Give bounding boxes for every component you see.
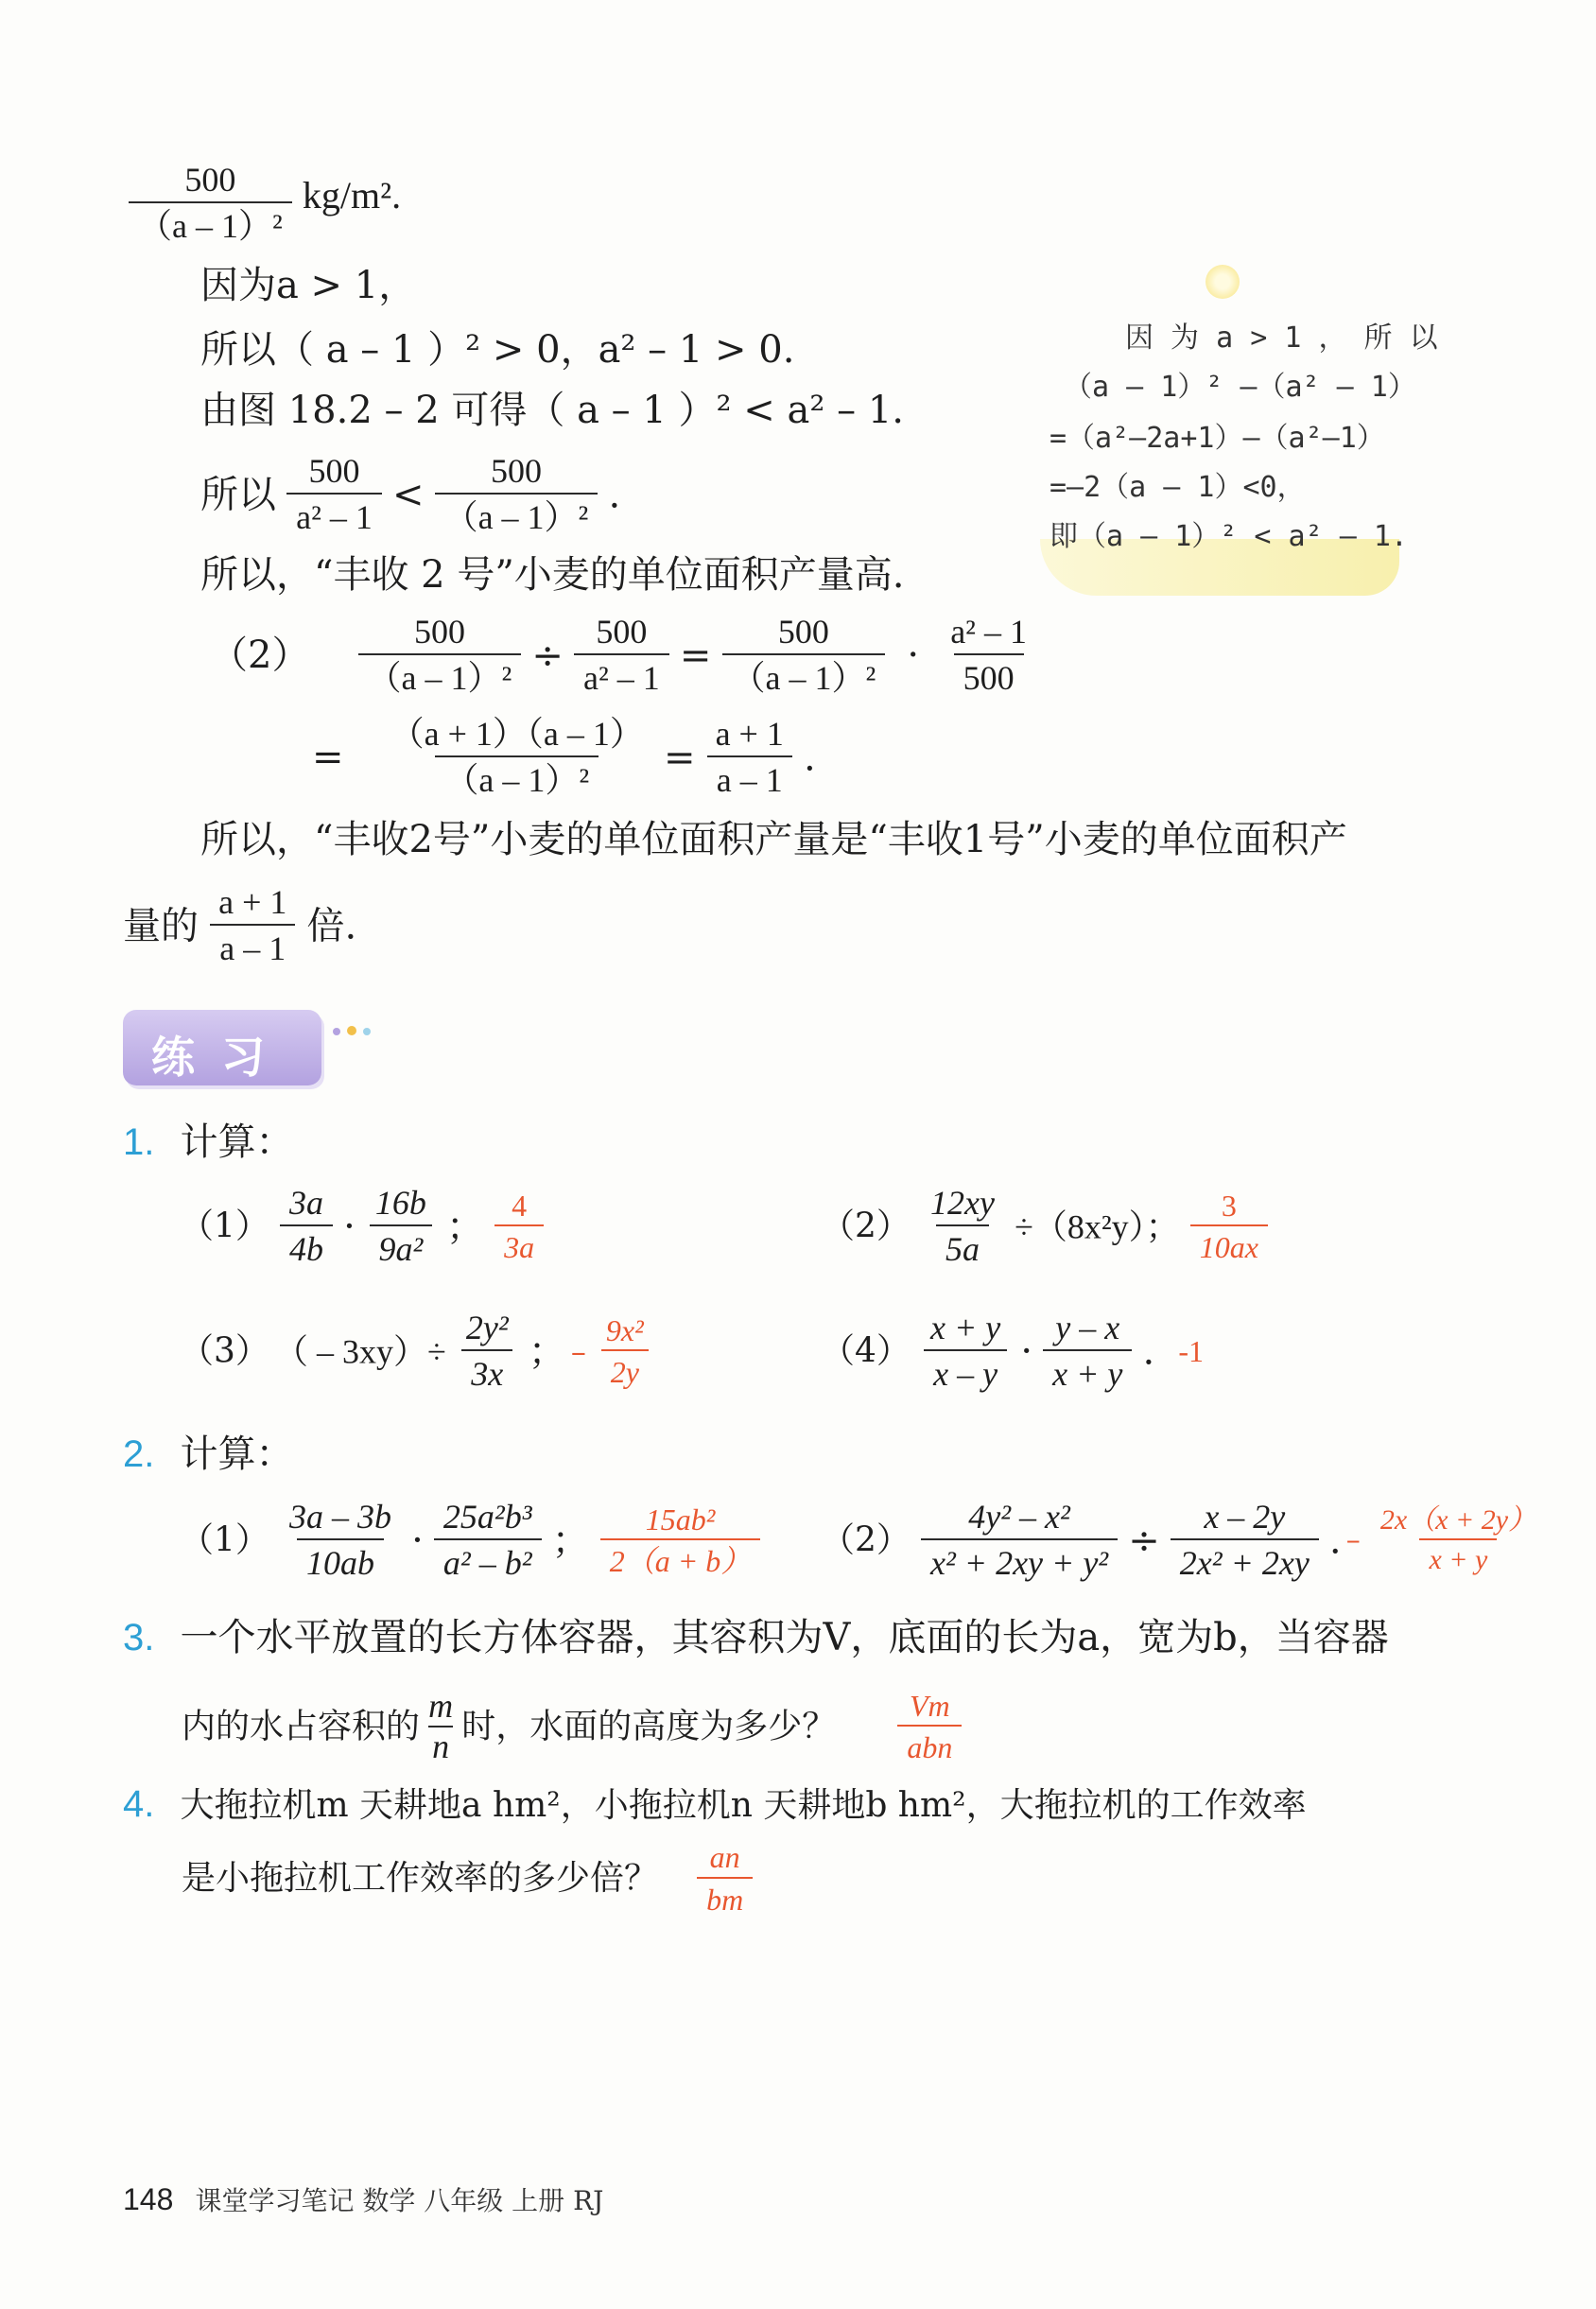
fraction: $\frac{16b}{\text{9a²}}$ <box>366 1184 436 1270</box>
fraction: $\frac{\text{4y² – x²}}{\text{x² + 2xy + y²}}$ <box>921 1498 1118 1584</box>
fraction: $\frac{x + y}{x - y}$ <box>921 1309 1010 1395</box>
note-line: =（a²–2a+1）–（a²–1） <box>1050 422 1385 455</box>
page-number: 148 <box>123 2182 174 2216</box>
note-line: =–2（a – 1）<0， <box>1050 471 1306 504</box>
fraction: $\frac{500}{\text{（a – 1）²}}$ <box>129 161 292 247</box>
answer-fraction: $\frac{\text{9x²}}{2y}$ <box>597 1313 653 1391</box>
answer-text: -1 <box>1178 1334 1204 1369</box>
answer-fraction: $\frac{3}{10ax}$ <box>1190 1189 1268 1266</box>
fraction: $\frac{a + 1}{a - 1}$ <box>706 715 793 801</box>
fraction: $\frac{x - 2y}{\text{2x² + 2xy}}$ <box>1171 1498 1319 1584</box>
note-line: 因 为 a > 1 ， 所 以 <box>1125 321 1438 355</box>
exercise-1-q3: （3） （ – 3xy）÷ $\frac{\text{2y²}}{3x}$ ； – $\frac{\text{9x²}}{2y}$ <box>180 1309 659 1395</box>
fraction: $\frac{500}{\text{（a – 1）²}}$ <box>435 452 598 538</box>
exercise-3-line2: 内的水占容积的 $\frac{m}{n}$ 时，水面的高度为多少？ $\frac{Vm}{\text{abn}}$ <box>182 1687 967 1767</box>
exercise-1-q1: （1） $\frac{3a}{4b}$ · $\frac{16b}{\text{9a²}}$ ； $\frac{4}{3a}$ <box>180 1184 549 1270</box>
answer-fraction: $\frac{\text{15ab²}}{2(a + b)}$ <box>600 1502 761 1580</box>
text-line: 因为a > 1， <box>200 264 417 307</box>
dot-icon <box>363 1028 371 1035</box>
fraction: $\frac{(a + 1)(a - 1)}{\text{（a – 1）²}}$ <box>390 715 644 800</box>
book-title: 课堂学习笔记 数学 八年级 上册 RJ <box>195 2185 604 2216</box>
part2-line1: （2） $\frac{500}{\text{（a – 1）²}}$ ÷ $\frac{500}{\text{a² – 1}}$ = $\frac{500}{\text{（a – 1）²}}$ · $\frac{\text{a² – 1}}{500}$ <box>210 613 1042 699</box>
answer-fraction: $\frac{2x(x + 2y)}{x + y}$ <box>1379 1503 1537 1576</box>
exercise-2-q1: （1） $\frac{3a - 3b}{10ab}$ · $\frac{\text{25a²b³}}{\text{a² – b²}}$ ； $\frac{\text{15ab²}}{2(a + b)}$ <box>180 1498 766 1584</box>
comparison-line: 所以 $\frac{500}{\text{a² – 1}}$ < $\frac{500}{\text{（a – 1）²}}$ . <box>200 452 621 537</box>
part2-line2: = $\frac{(a + 1)(a - 1)}{\text{（a – 1）²}}$ = $\frac{a + 1}{a - 1}$ . <box>312 715 816 800</box>
section-banner <box>123 1010 321 1085</box>
exercise-3: 3. 一个水平放置的长方体容器，其容积为V，底面的长为a，宽为b，当容器 <box>123 1616 1389 1659</box>
fraction: $\frac{3a}{4b}$ <box>280 1184 333 1270</box>
sun-icon <box>1206 265 1240 299</box>
fraction: $\frac{500}{\text{a² – 1}}$ <box>286 452 382 538</box>
dot-icon <box>333 1028 340 1035</box>
exercise-4: 4. 大拖拉机m 天耕地a hm²，小拖拉机n 天耕地b hm²，大拖拉机的工作效率 <box>123 1783 1307 1825</box>
answer-fraction: $\frac{an}{bm}$ <box>697 1840 753 1918</box>
fraction: $\frac{\text{a² – 1}}{500}$ <box>950 613 1027 698</box>
fraction: $\frac{\text{2y²}}{3x}$ <box>457 1309 518 1395</box>
fraction: $\frac{a + 1}{a - 1}$ <box>209 883 296 969</box>
fraction: $\frac{12xy}{5a}$ <box>930 1184 995 1269</box>
fraction: $\frac{500}{\text{（a – 1）²}}$ <box>358 613 522 699</box>
exercise-2-header: 2. 计算： <box>123 1432 294 1476</box>
exercise-1-q2: （2） $\frac{12xy}{5a}$ ÷（8x²y）； $\frac{3}{10ax}$ <box>821 1184 1274 1270</box>
top-result-line <box>123 161 401 247</box>
answer-fraction: $\frac{Vm}{\text{abn}}$ <box>897 1689 962 1766</box>
fraction: $\frac{\text{25a²b³}}{\text{a² – b²}}$ <box>434 1498 542 1584</box>
side-note <box>1021 265 1438 605</box>
fraction: $\frac{500}{\text{a² – 1}}$ <box>574 613 669 699</box>
fraction: $\frac{500}{\text{（a – 1）²}}$ <box>722 613 886 699</box>
exercise-4-line2: 是小拖拉机工作效率的多少倍？ $\frac{an}{bm}$ <box>182 1840 758 1918</box>
text-line: 所以（ a – 1 ）² > 0，a² – 1 > 0. <box>200 328 795 372</box>
decor-dots <box>333 1021 371 1039</box>
exercise-1-q4: （4） $\frac{x + y}{x - y}$ · $\frac{y - x}{x + y}$ . -1 <box>821 1309 1204 1394</box>
text-line: 由图 18.2 – 2 可得（ a – 1 ）² < a² – 1. <box>200 389 904 432</box>
note-line: 即（a – 1）² < a² – 1. <box>1050 520 1408 553</box>
conclusion-line2: 量的 $\frac{a + 1}{a - 1}$ 倍. <box>123 883 357 968</box>
text-line: 所以，“丰收 2 号”小麦的单位面积产量高. <box>200 553 905 597</box>
conclusion-line: 所以，“丰收2号”小麦的单位面积产量是“丰收1号”小麦的单位面积产 <box>200 818 1347 861</box>
unit-text: kg/m². <box>302 173 402 217</box>
fraction: $\frac{3a - 3b}{10ab}$ <box>289 1498 391 1583</box>
note-line: （a – 1）² –（a² – 1） <box>1064 371 1416 404</box>
section-title: 练 习 <box>151 1032 271 1083</box>
page-footer <box>123 2180 603 2218</box>
fraction: $\frac{y - x}{x + y}$ <box>1043 1309 1132 1395</box>
answer-fraction: $\frac{4}{3a}$ <box>494 1189 544 1266</box>
exercise-1-header: 1. 计算： <box>123 1120 294 1164</box>
exercise-2-q2: （2） $\frac{\text{4y² – x²}}{\text{x² + 2xy + y²}}$ ÷ $\frac{x - 2y}{\text{2x² + 2xy}}$ . – $\frac{2x(x + 2y)}{x + y}$ <box>821 1498 1552 1584</box>
dot-icon <box>347 1026 356 1035</box>
fraction: $\frac{m}{n}$ <box>428 1687 454 1766</box>
